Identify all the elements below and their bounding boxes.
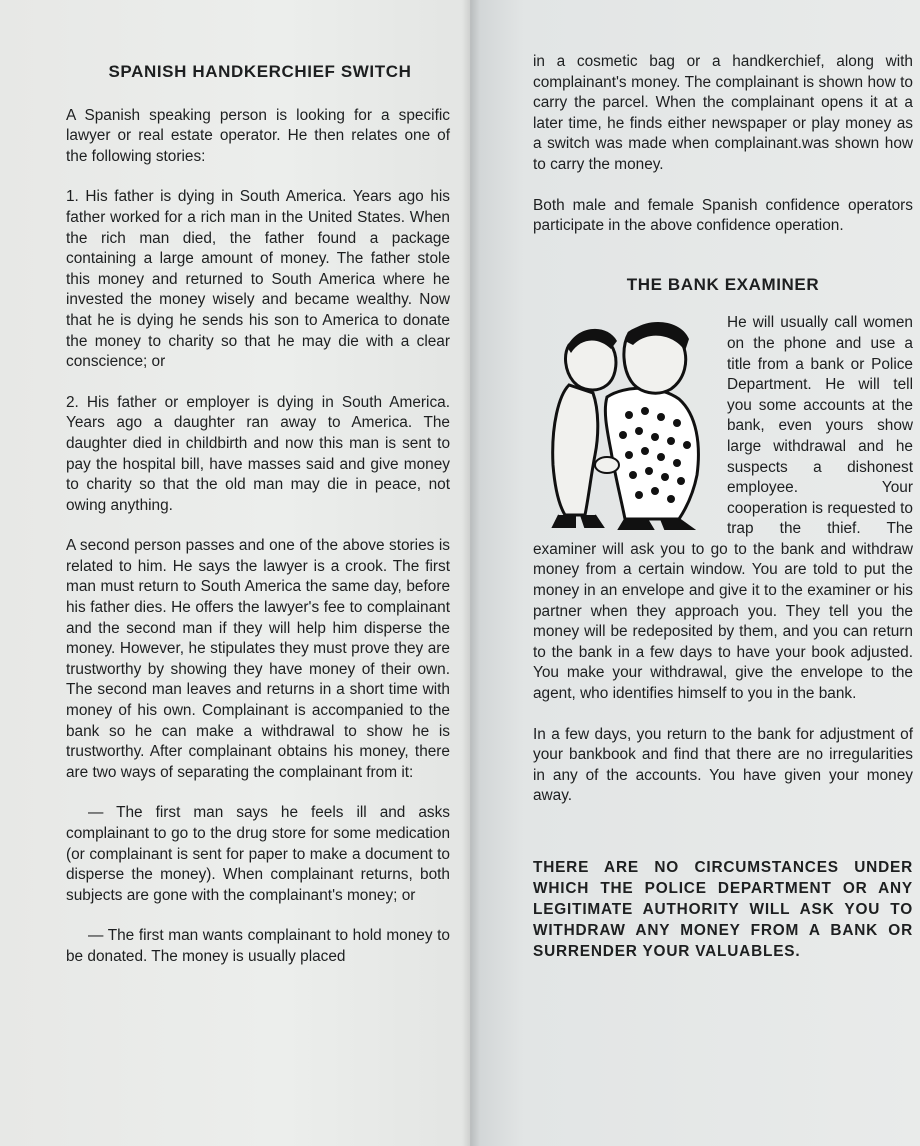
left-column (66, 62, 450, 988)
intro-paragraph: A Spanish speaking person is looking for a specific lawyer or real estate operator. He then relates one of the following stories: (66, 106, 450, 165)
bank-result-paragraph: In a few days, you return to the bank for adjustment of your bankbook and find that there are no irregularities in any of the accounts. You have given your money away. (533, 725, 913, 805)
participants-paragraph: Both male and female Spanish confidence operators participate in the above confidence operation. (533, 196, 913, 235)
bank-examiner-section (533, 313, 913, 704)
story-one-paragraph: 1. His father is dying in South America. Years ago his father worked for a rich man in the United States. When the rich man died, the father found a package containing a large amount of money. The father stole this money and returned to South America where he invested the money wisely and became wealthy. Now that he is dying he sends his son to America to donate the money to charity so that he may die with a clear conscience; or (66, 188, 450, 371)
con-men-illustration-icon (533, 315, 721, 533)
right-column (533, 52, 913, 982)
continuation-paragraph: in a cosmetic bag or a handkerchief, along with complainant's money. The complainant is shown how to carry the parcel. When the complainant opens it at a later time, he finds either newspaper or play money as a switch was made when complainant.was shown how to carry the money. (533, 53, 913, 173)
second-person-paragraph: A second person passes and one of the above stories is related to him. He says the lawyer is a crook. The first man must return to South America the same day, before his father dies. He offers the lawyer's fee to complainant and the second man if they will help him disperse the money. However, he stipulates they must prove they are trustworthy by showing they have money of their own. The second man leaves and returns in a short time with money of his own. Complainant is accompanied to the bank so he can make a withdrawal to show he is trustworthy. After complainant obtains his money, there are two ways of separating the complainant from it: (66, 537, 450, 781)
story-two-paragraph: 2. His father or employer is dying in South America. Years ago a daughter ran away to America. The daughter died in childbirth and now this man is sent to pay the hospital bill, have masses said and give money to charity so that the old man may die in peace, not owing anything. (66, 393, 450, 514)
police-warning: THERE ARE NO CIRCUMSTANCES UNDER WHICH THE POLICE DEPARTMENT OR ANY LEGITIMATE AUTHORITY WILL ASK YOU TO WITHDRAW ANY MONEY FROM A BANK OR SURRENDER YOUR VALUABLES. (533, 859, 913, 960)
page-gutter (462, 0, 480, 1146)
method-two-paragraph: — The first man wants complainant to hold money to be donated. The money is usually placed (66, 927, 450, 965)
method-one-paragraph: — The first man says he feels ill and asks complainant to go to the drug store for some medication (or complainant is sent for paper to make a document to disperse the money). When complainant returns, both subjects are gone with the complainant's money; or (66, 804, 450, 904)
bank-examiner-paragraph: He will usually call women on the phone and use a title from a bank or Police Department. He will tell you some accounts at the bank, even yours show large withdrawal and he suspects a dishonest employee. Your cooperation is requested to trap the thief. The examiner will ask you to go to the bank and withdraw money from a certain window. You are told to put the money in an envelope and give it to the examiner or his partner when they approach you. They tell you the money will be redeposited by them, and you can return to the bank in a few days to have your book adjusted. You make your withdrawal, give the envelope to the agent, who identifies himself to you in the bank. (533, 314, 913, 703)
bank-examiner-title: THE BANK EXAMINER (626, 274, 820, 294)
spanish-handkerchief-title: SPANISH HANDKERCHIEF SWITCH (108, 62, 412, 81)
